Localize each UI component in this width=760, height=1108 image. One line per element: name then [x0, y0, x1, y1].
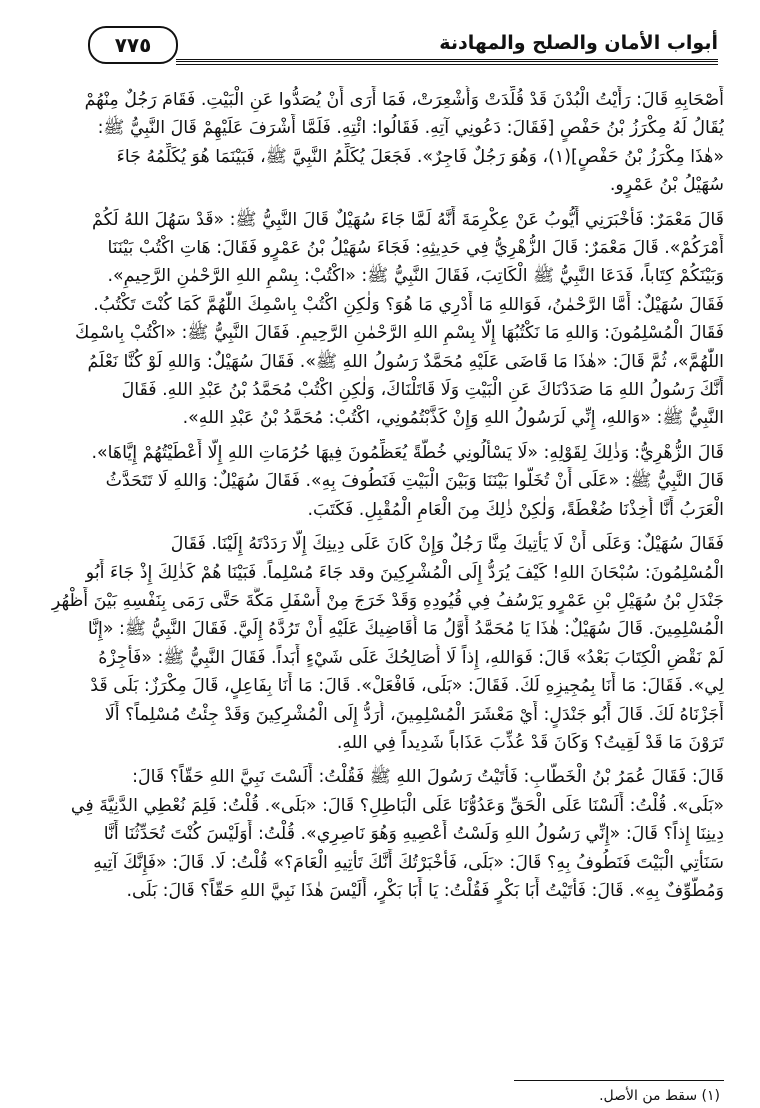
text-line: سُهَيْلُ بْنُ عَمْرٍو. — [609, 175, 724, 196]
text-line: أَجَزْنَاهُ لَكَ. قَالَ أَبُو جَنْدَلٍ: أَيْ مَعْشَرَ الْمُسْلِمِينَ، أُرَدُّ إِلَى الْمُشْرِكِينَ وَقَدْ جِئْتُ مُسْلِماً؟ أَلَا — [104, 704, 724, 725]
text-line: وَبَيْنَكُمْ كِتَاباً، فَدَعَا النَّبِيُّ ﷺ الْكَاتِبَ، فَقَالَ النَّبِيُّ ﷺ: «اكْتُبْ: بِسْمِ اللهِ الرَّحْمٰنِ الرَّحِيمِ». — [107, 266, 724, 287]
header-rule — [176, 59, 718, 62]
text-line: لِي». فَقَالَ: مَا أَنَا بِمُجِيزِهِ لَكَ. فَقَالَ: «بَلَى، فَافْعَلْ». قَالَ: مَا أَنَا بِفَاعِلٍ، قَالَ مِكْرَزٌ: بَلَى قَدْ — [90, 676, 724, 697]
text-line: الْعَرَبُ أَنَّا أُخِذْنَا ضُغْطَةً، وَلٰكِنْ ذٰلِكَ مِنَ الْعَامِ الْمُقْبِلِ. فَكَتَبَ. — [307, 499, 724, 520]
text-line: قَالَ الزُّهْرِيُّ: وَذٰلِكَ لِقَوْلِهِ: «لَا يَسْأَلُونِي خُطَّةً يُعَظِّمُونَ فِيهَا حُرُمَاتِ اللهِ إِلَّا أَعْطَيْتُهُمْ إِيَّاهَا». — [91, 442, 724, 463]
text-line: فَقَالَ سُهَيْلٌ: وَعَلَى أَنْ لَا يَأْتِيكَ مِنَّا رَجُلٌ وَإِنْ كَانَ عَلَى دِينِكَ إِلَّا رَدَدْتَهُ إِلَيْنَا. فَقَالَ — [170, 534, 724, 555]
text-line: أَنَّكَ رَسُولُ اللهِ مَا صَدَدْنَاكَ عَنِ الْبَيْتِ وَلَا قَاتَلْنَاكَ، وَلٰكِنِ اكْتُبْ مُحَمَّدُ بْنُ عَبْدِ اللهِ. فَقَالَ — [121, 380, 724, 401]
main-text — [40, 86, 724, 911]
paragraph — [40, 530, 724, 757]
text-line: «بَلَى». قُلْتُ: أَلَسْنَا عَلَى الْحَقِّ وَعَدُوُّنَا عَلَى الْبَاطِلِ؟ قَالَ: «بَلَى». قُلْتُ: فَلِمَ نُعْطِي الدَّنِيَّةَ فِي — [70, 795, 724, 816]
text-line: اللّٰهُمَّ»، ثُمَّ قَالَ: «هٰذَا مَا قَاضَى عَلَيْهِ مُحَمَّدٌ رَسُولُ اللهِ ﷺ». فَقَالَ سُهَيْلٌ: وَاللهِ لَوْ كُنَّا نَعْلَمُ — [87, 351, 724, 372]
text-line: الْمُسْلِمِينَ. قَالَ سُهَيْلٌ: هٰذَا يَا مُحَمَّدُ أَوَّلُ مَا أُقَاضِيكَ عَلَيْهِ أَنْ تَرُدَّهُ إِلَيَّ. فَقَالَ النَّبِيُّ ﷺ: «إِنَّا — [87, 619, 724, 640]
text-line: النَّبِيُّ ﷺ: «وَاللهِ، إِنِّي لَرَسُولُ اللهِ وَإِنْ كَذَّبْتُمُونِي، اكْتُبْ: مُحَمَّدُ بْنُ عَبْدِ اللهِ». — [182, 408, 724, 429]
text-line: وَمُطَّوِّفٌ بِهِ». قَالَ: فَأَتَيْتُ أَبَا بَكْرٍ فَقُلْتُ: يَا أَبَا بَكْرٍ، أَلَيْسَ هٰذَا نَبِيَّ اللهِ حَقّاً؟ قَالَ: بَلَى. — [126, 880, 724, 901]
text-line: قَالَ: فَقَالَ عُمَرُ بْنُ الْخَطَّابِ: فَأَتَيْتُ رَسُولَ اللهِ ﷺ فَقُلْتُ: أَلَسْتَ نَبِيَّ اللهِ حَقّاً؟ قَالَ: — [132, 767, 724, 788]
footnote-rule — [514, 1080, 724, 1081]
page-number-badge: ٧٧٥ — [88, 26, 178, 64]
text-line: قَالَ النَّبِيُّ ﷺ: «عَلَى أَنْ تُخَلُّوا بَيْنَنَا وَبَيْنَ الْبَيْتِ فَنَطُوفَ بِهِ». فَقَالَ سُهَيْلٌ: وَاللهِ لَا تَتَحَدَّثُ — [105, 471, 724, 492]
page-header — [70, 26, 732, 66]
text-line: جَنْدَلِ بْنُ سُهَيْلِ بْنِ عَمْرٍو يَرْسُفُ فِي قُيُودِهِ وَقَدْ خَرَجَ مِنْ أَسْفَلِ مَكَّةَ حَتَّى رَمَى بِنَفْسِهِ بَيْنَ أَظْهُرِ — [51, 590, 724, 611]
text-line: تَرَوْنَ مَا قَدْ لَقِيتُ؟ وَكَانَ قَدْ عُذِّبَ عَذَاباً شَدِيداً فِي اللهِ. — [336, 732, 724, 753]
text-line: لَمْ نَقْضِ الْكِتَابَ بَعْدُ» قَالَ: فَوَاللهِ، إِذاً لَا أُصَالِحُكَ عَلَى شَيْءٍ أَبَداً. فَقَالَ النَّبِيُّ ﷺ: «فَأَجِزْهُ — [98, 647, 724, 668]
text-line: فَقَالَ سُهَيْلٌ: أَمَّا الرَّحْمٰنُ، فَوَاللهِ مَا أَدْرِي مَا هُوَ؟ وَلٰكِنِ اكْتُبْ بِاسْمِكَ اللّٰهُمَّ كَمَا كُنْتَ تَكْتُبُ. — [93, 294, 724, 315]
text-line: فَقَالَ الْمُسْلِمُونَ: وَاللهِ مَا نَكْتُبُهَا إِلَّا بِسْمِ اللهِ الرَّحْمٰنِ الرَّحِيمِ. فَقَالَ النَّبِيُّ ﷺ: «اكْتُبْ بِاسْمِكَ — [74, 323, 724, 344]
chapter-title: أبواب الأمان والصلح والمهادنة — [439, 32, 718, 54]
text-line: أَصْحَابِهِ قَالَ: رَأَيْتُ الْبُدْنَ قَدْ قُلِّدَتْ وَأُشْعِرَتْ، فَمَا أَرَى أَنْ يُصَدُّوا عَنِ الْبَيْتِ. فَقَامَ رَجُلٌ مِنْهُمْ — [84, 90, 724, 110]
paragraph — [40, 86, 724, 200]
text-line: سَنَأْتِي الْبَيْتَ فَنَطُوفُ بِهِ؟ قَالَ: «بَلَى، فَأَخْبَرْتُكَ أَنَّكَ تَأْتِيهِ الْعَامَ؟» قُلْتُ: لَا. قَالَ: «فَإِنَّكَ آتِيهِ — [93, 852, 724, 873]
text-line: الْمُسْلِمُونَ: سُبْحَانَ اللهِ! كَيْفَ يُرَدُّ إِلَى الْمُشْرِكِينَ وقد جَاءَ مُسْلِماً. فَبَيْنَا هُمْ كَذٰلِكَ إِذْ جَاءَ أَبُو — [85, 562, 724, 583]
text-line: دِينِنَا إِذاً؟ قَالَ: «إِنِّي رَسُولُ اللهِ وَلَسْتُ أَعْصِيهِ وَهُوَ نَاصِرِي». قُلْتُ: أَوَلَيْسَ كُنْتَ تُحَدِّثُنَا أَنَّا — [103, 824, 724, 845]
paragraph — [40, 439, 724, 524]
paragraph — [40, 206, 724, 433]
paragraph — [40, 763, 724, 905]
text-line: يُقَالُ لَهُ مِكْرَزُ بْنُ حَفْصٍ [فَقَالَ: دَعُونِي آتِهِ. فَقَالُوا: ائْتِهِ. فَلَمَّا أَشْرَفَ عَلَيْهِمْ قَالَ النَّبِيُّ ﷺ: — [97, 118, 724, 139]
header-rule-thin — [176, 64, 718, 65]
text-line: قَالَ مَعْمَرٌ: فَأَخْبَرَنِي أَيُّوبُ عَنْ عِكْرِمَةَ أَنَّهُ لَمَّا جَاءَ سُهَيْلٌ قَالَ النَّبِيُّ ﷺ: «قَدْ سَهُلَ اللهُ لَكُمْ — [92, 209, 724, 230]
footnote: (١) سقط من الأصل. — [599, 1088, 720, 1104]
text-line: أَمْرَكُمْ». قَالَ مَعْمَرٌ: قَالَ الزُّهْرِيُّ فِي حَدِيثِهِ: فَجَاءَ سُهَيْلُ بْنُ عَمْرٍو فَقَالَ: هَاتِ اكْتُبْ بَيْنَنَا — [107, 238, 724, 259]
text-line: «هٰذَا مِكْرَزُ بْنُ حَفْصٍ](١)، وَهُوَ رَجُلٌ فَاجِرٌ». فَجَعَلَ يُكَلِّمُ النَّبِيَّ ﷺ، فَبَيْنَمَا هُوَ يُكَلِّمُهُ جَاءَ — [116, 146, 724, 167]
